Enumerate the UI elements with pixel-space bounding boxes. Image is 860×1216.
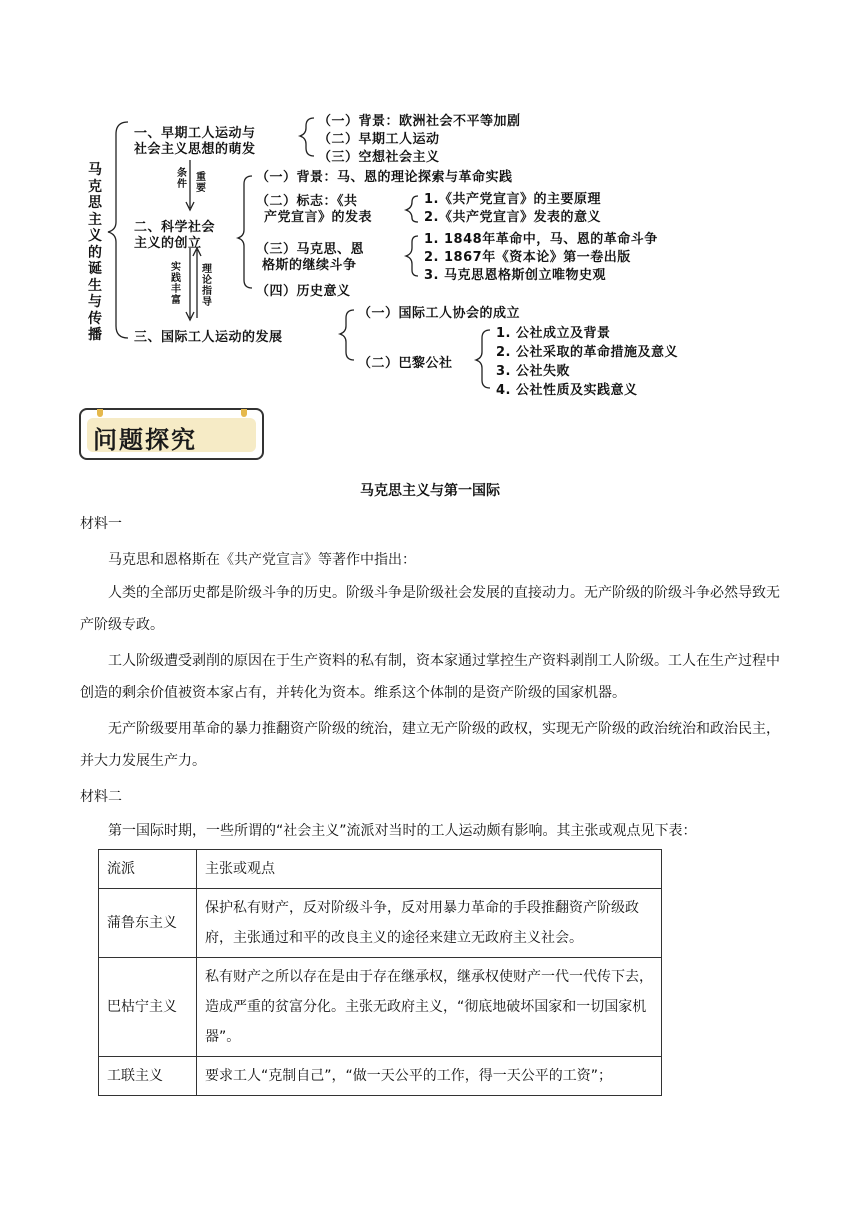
branch-2-item-3-sub-1: 1. 1848年革命中，马、恩的革命斗争: [424, 232, 658, 247]
branch-1-item-3: （三）空想社会主义: [318, 150, 440, 165]
branch-2-item-3-sub-3: 3. 马克思恩格斯创立唯物史观: [424, 268, 607, 283]
branch-1-line-2: 社会主义思想的萌发: [134, 142, 256, 157]
branch-1-item-2: （二）早期工人运动: [318, 132, 440, 147]
table-cell: 保护私有财产，反对阶级斗争，反对用暴力革命的手段推翻资产阶级政府，主张通过和平的改良主义的途径来建立无政府主义社会。: [197, 889, 662, 958]
branch-2-item-2-sub-2: 2.《共产党宣言》发表的意义: [424, 210, 601, 225]
table-cell: 工联主义: [99, 1057, 197, 1096]
table-cell: 要求工人“克制自己”，“做一天公平的工作，得一天公平的工资”；: [197, 1057, 662, 1096]
schools-table: [98, 849, 662, 1096]
table-row: [99, 1057, 662, 1096]
page-title: 马克思主义与第一国际: [360, 483, 500, 499]
branch-1-item-1: （一）背景：欧洲社会不平等加剧: [318, 114, 521, 129]
branch-2-item-2-line-2: 产党宣言》的发表: [264, 210, 373, 225]
section-badge: [79, 408, 264, 460]
branch-3-item-2-sub-3: 3. 公社失败: [496, 364, 571, 379]
section-badge-label: 问题探究: [93, 426, 197, 454]
tag-important: 重要: [196, 172, 206, 194]
branch-2-item-3-sub-2: 2. 1867年《资本论》第一卷出版: [424, 250, 631, 265]
branch-2-item-3-line-2: 格斯的继续斗争: [262, 258, 357, 273]
material-2-paragraph: 第一国际时期，一些所谓的“社会主义”流派对当时的工人运动颇有影响。其主张或观点见下表：: [108, 823, 697, 839]
tag-condition: 条件: [177, 168, 187, 190]
branch-3-item-1: （一）国际工人协会的成立: [358, 306, 521, 321]
mindmap-root: 马克思主义的诞生与传播: [88, 162, 102, 343]
table-header-row: [99, 850, 662, 889]
material-1-label: 材料一: [80, 516, 122, 532]
branch-2-line-1: 二、科学社会: [134, 220, 216, 235]
branch-2-line-2: 主义的创立: [134, 236, 202, 251]
badge-decoration: [241, 409, 247, 417]
table-row: [99, 889, 662, 958]
badge-decoration: [97, 409, 103, 417]
branch-3-item-2: （二）巴黎公社: [358, 356, 453, 371]
branch-2-item-4: （四）历史意义: [256, 284, 351, 299]
material-1-paragraph: 马克思和恩格斯在《共产党宣言》等著作中指出：: [108, 552, 416, 568]
branch-2-item-2-sub-1: 1.《共产党宣言》的主要原理: [424, 192, 601, 207]
table-header-cell: 流派: [99, 850, 197, 889]
branch-3-item-2-sub-2: 2. 公社采取的革命措施及意义: [496, 345, 679, 360]
branch-2-item-3-line-1: （三）马克思、恩: [256, 242, 365, 257]
branch-1-line-1: 一、早期工人运动与: [134, 126, 256, 141]
material-1-paragraph: 工人阶级遭受剥削的原因在于生产资料的私有制，资本家通过掌控生产资料剥削工人阶级。工人在生产过程中创造的剩余价值被资本家占有，并转化为资本。维系这个体制的是资产阶级的国家机器。: [80, 653, 780, 701]
branch-3-item-2-sub-1: 1. 公社成立及背景: [496, 326, 611, 341]
table-cell: 私有财产之所以存在是由于存在继承权，继承权使财产一代一代传下去，造成严重的贫富分化。主张无政府主义，“彻底地破坏国家和一切国家机器”。: [197, 958, 662, 1057]
tag-practice: 实践丰富: [171, 262, 181, 306]
material-2-label: 材料二: [80, 789, 122, 805]
table-row: [99, 958, 662, 1057]
table-header-cell: 主张或观点: [197, 850, 662, 889]
material-1-paragraph: 人类的全部历史都是阶级斗争的历史。阶级斗争是阶级社会发展的直接动力。无产阶级的阶级斗争必然导致无产阶级专政。: [80, 585, 780, 633]
table-cell: 巴枯宁主义: [99, 958, 197, 1057]
material-1-paragraph: 无产阶级要用革命的暴力推翻资产阶级的统治，建立无产阶级的政权，实现无产阶级的政治统治和政治民主，并大力发展生产力。: [80, 721, 780, 769]
table-cell: 蒲鲁东主义: [99, 889, 197, 958]
tag-theory: 理论指导: [202, 264, 212, 308]
branch-3: 三、国际工人运动的发展: [134, 330, 283, 345]
branch-3-item-2-sub-4: 4. 公社性质及实践意义: [496, 383, 638, 398]
branch-2-item-2-line-1: （二）标志：《共: [256, 194, 358, 209]
branch-2-item-1: （一）背景：马、恩的理论探索与革命实践: [256, 170, 513, 185]
